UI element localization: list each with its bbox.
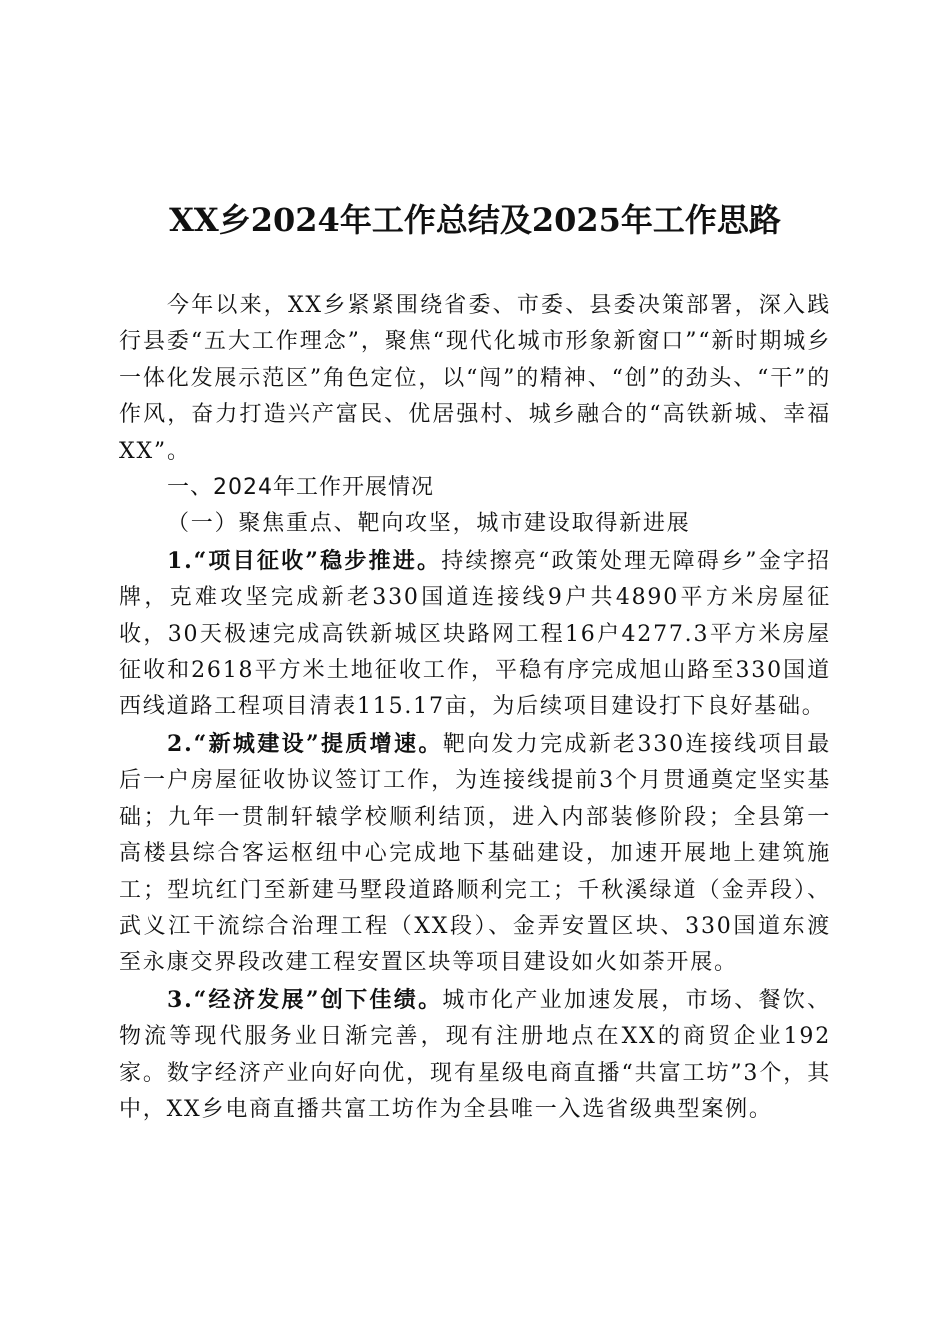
item-lead: 2.“新城建设”提质增速。 (167, 730, 443, 757)
item-text: 靶向发力完成新老330连接线项目最后一户房屋征收协议签订工作，为连接线提前3个月贯通奠定坚实基础；九年一贯制轩辕学校顺利结顶，进入内部装修阶段；全县第一高楼县综合客运枢纽中心完成地下基础建设，加速开展地上建筑施工；型坑红门至新建马墅段道路顺利完工；千秋溪绿道（金弄段）、武义江干流综合治理工程（XX段）、金弄安置区块、330国道东渡至永康交界段改建工程安置区块等项目建设如火如荼开展。 (119, 731, 831, 976)
item-text: 城市化产业加速发展，市场、餐饮、物流等现代服务业日渐完善，现有注册地点在XX的商贸企业192家。数字经济产业向好向优，现有星级电商直播“共富工坊”3个，其中，XX乡电商直播共富工坊作为全县唯一入选省级典型案例。 (119, 987, 831, 1122)
item-paragraph (119, 982, 831, 1129)
subsection-heading: （一）聚焦重点、靶向攻坚，城市建设取得新进展 (167, 511, 691, 537)
document-title: XX乡2024年工作总结及2025年工作思路 (169, 201, 781, 239)
item-lead: 1.“项目征收”稳步推进。 (167, 547, 442, 574)
item-paragraph (119, 543, 831, 726)
intro-paragraph: 今年以来，XX乡紧紧围绕省委、市委、县委决策部署，深入践行县委“五大工作理念”，聚焦“现代化城市形象新窗口”“新时期城乡一体化发展示范区”角色定位，以“闯”的精神、“创”的劲头、“干”的作风，奋力打造兴产富民、优居强村、城乡融合的“高铁新城、幸福XX”。 (119, 293, 831, 464)
item-text: 持续擦亮“政策处理无障碍乡”金字招牌，克难攻坚完成新老330国道连接线9户共4890平方米房屋征收，30天极速完成高铁新城区块路网工程16户4277.3平方米房屋征收和2618平方米土地征收工作，平稳有序完成旭山路至330国道西线道路工程项目清表115.17亩，为后续项目建设打下良好基础。 (119, 548, 831, 720)
item-paragraph (119, 726, 831, 982)
section-heading: 一、2024年工作开展情况 (167, 475, 434, 501)
document-body (119, 288, 831, 1128)
item-lead: 3.“经济发展”创下佳绩。 (167, 986, 443, 1013)
